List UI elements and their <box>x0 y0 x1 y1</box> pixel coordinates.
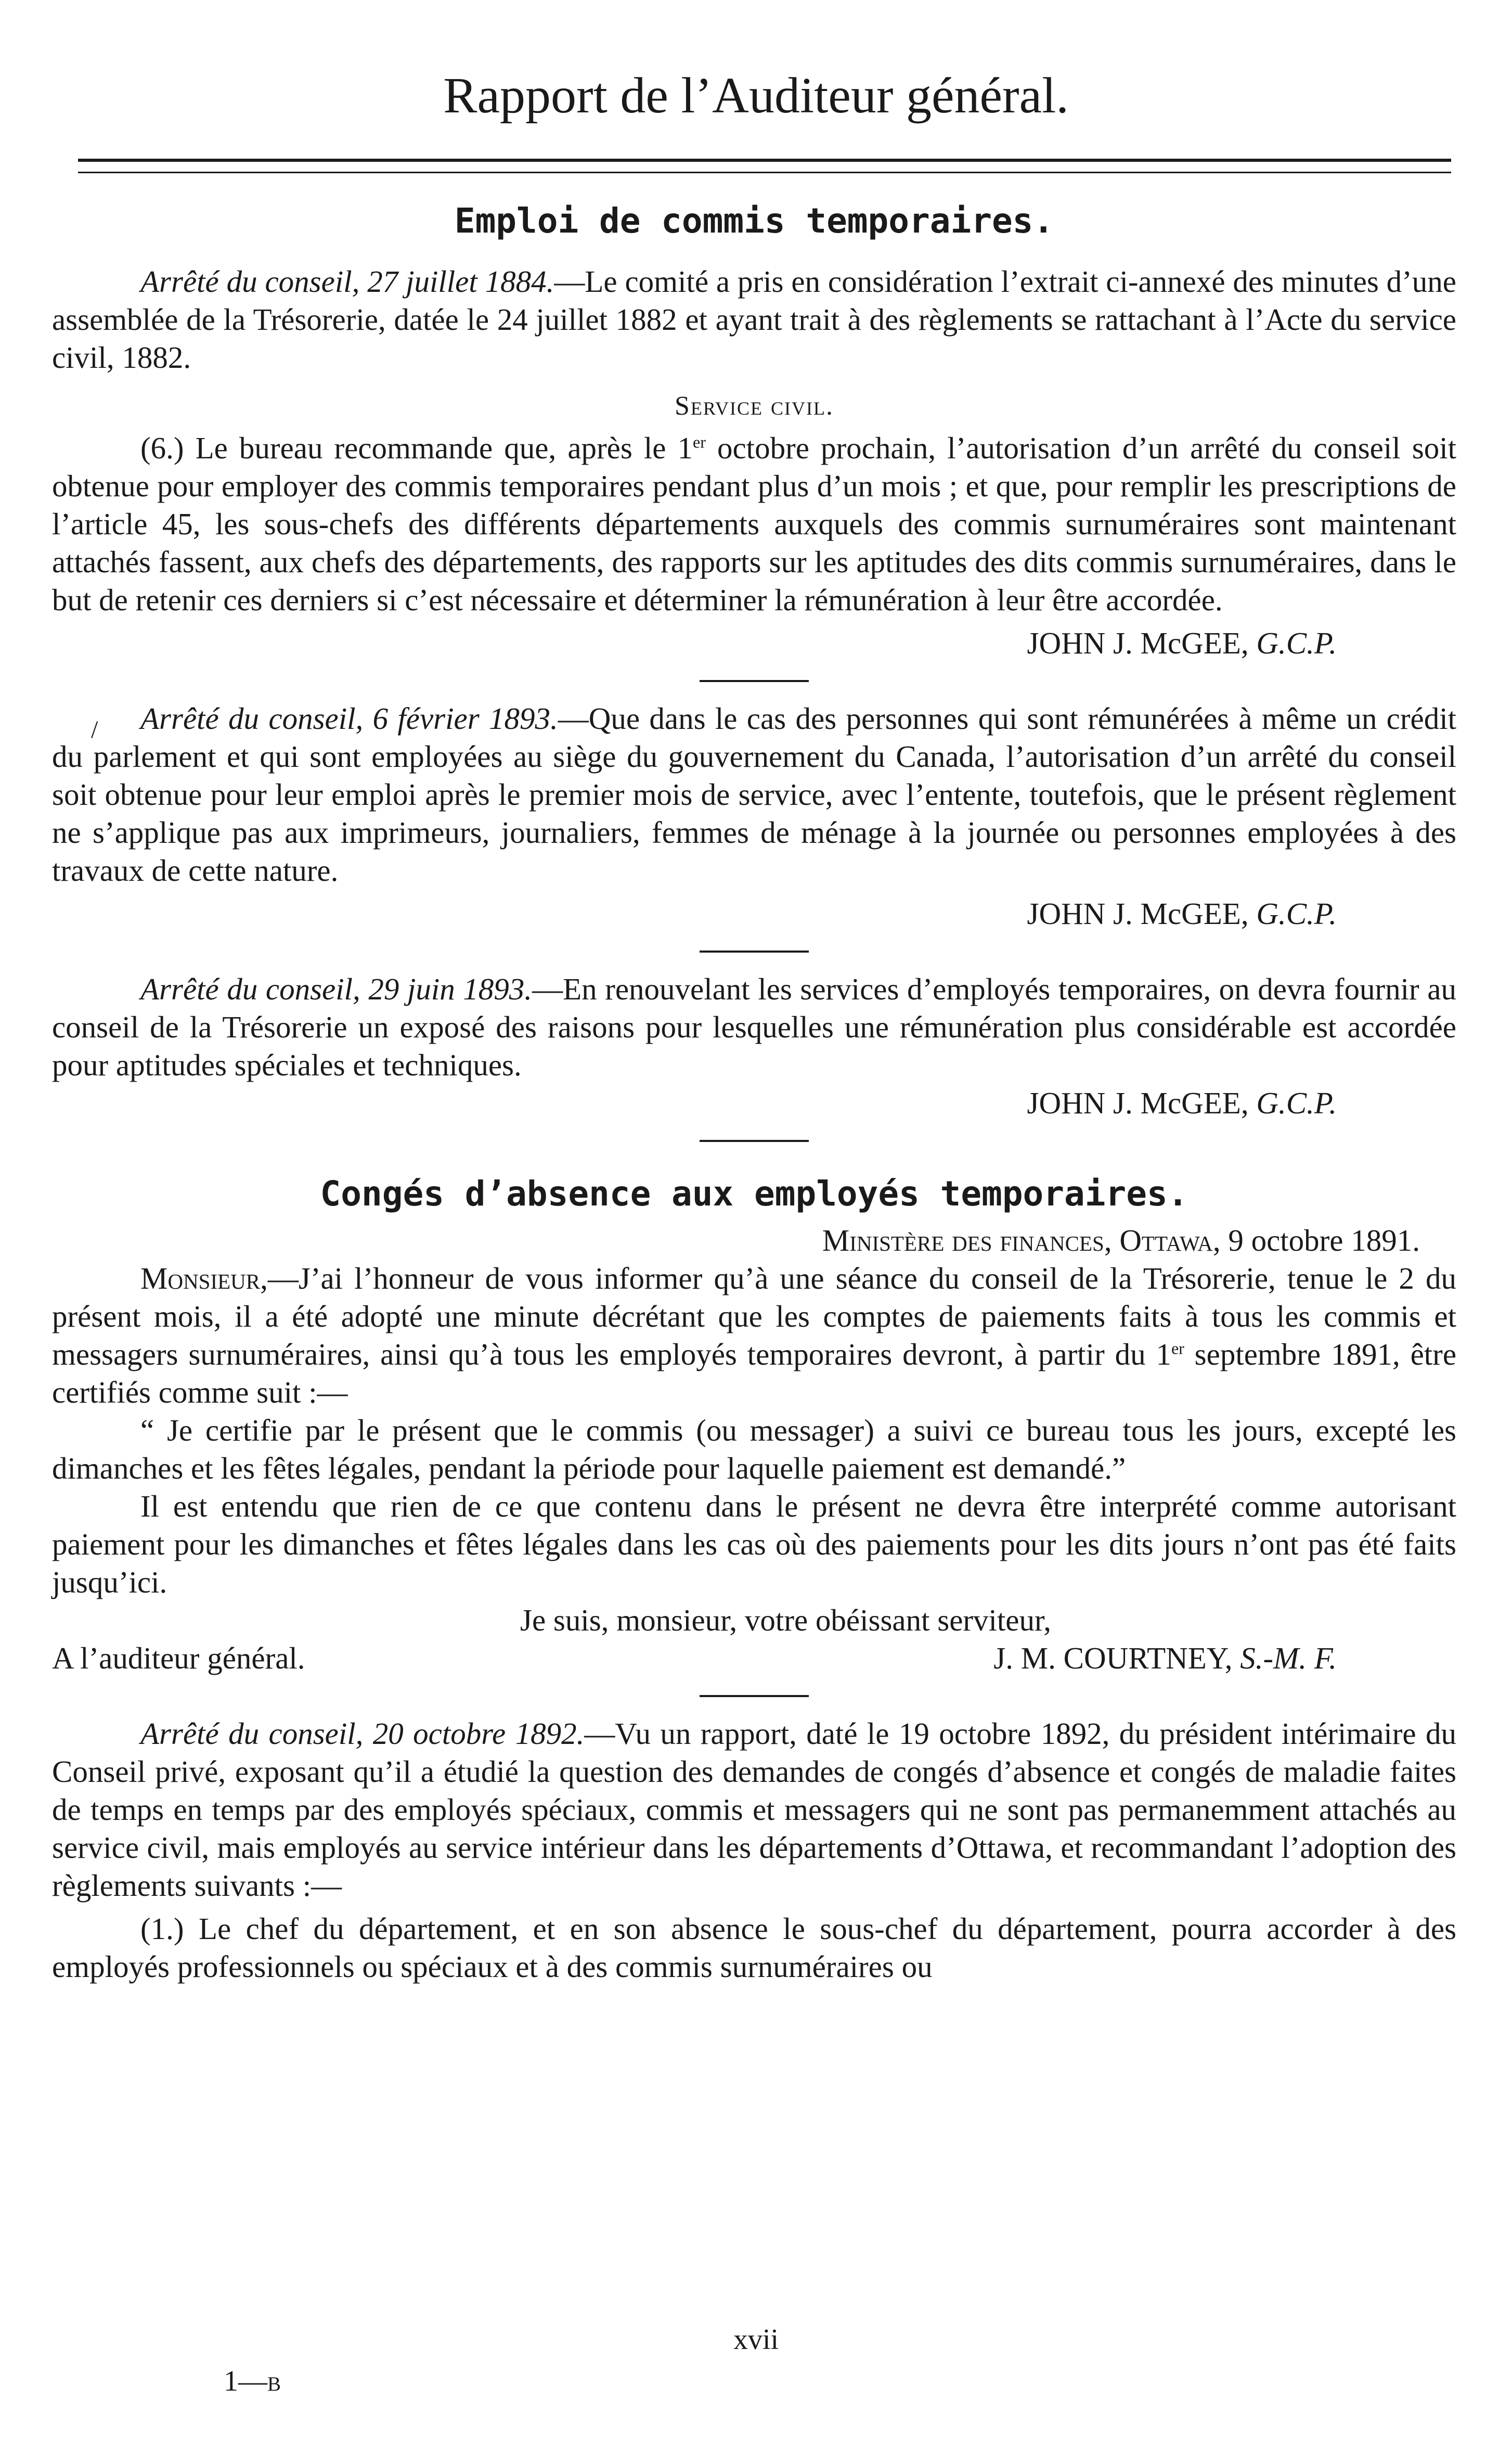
separator-rule <box>700 1140 809 1142</box>
header-rule-thin <box>78 172 1451 173</box>
header-rule-thick <box>78 159 1451 162</box>
section-heading-leave-of-absence: Congés d’absence aux employés temporaires. <box>320 1174 1188 1214</box>
order-1884-paragraph <box>52 263 1456 377</box>
letter-salutation: Monsieur, <box>140 1261 268 1295</box>
signature-mcgee-3 <box>52 1084 1456 1122</box>
letter-addressee: A l’auditeur général. <box>52 1641 305 1675</box>
letter-dateline <box>52 1222 1456 1260</box>
order-1893-jun-paragraph <box>52 970 1456 1084</box>
signature-name: JOHN J. McGEE, <box>1027 626 1257 660</box>
order-1892-citation: Arrêté du conseil, 20 octobre 1892. <box>140 1716 585 1751</box>
letter-body-1-a: —J’ai l’honneur de vous informer qu’à une séance du conseil de la Trésorerie, tenue le 2 du présent mois, il a été adopté une minute décrétant que les comptes de paiements faits à tous les commis et messagers surnuméraires, ainsi qu’à tous les employés temporaires devront, à partir du 1 <box>52 1261 1456 1371</box>
signature-name: JOHN J. McGEE, <box>1027 1086 1257 1120</box>
letter-closing: Je suis, monsieur, votre obéissant serviteur, <box>520 1603 1052 1637</box>
signature-mcgee-2 <box>52 895 1456 933</box>
dateline-place: Ministère des finances, Ottawa, <box>822 1223 1221 1257</box>
printer-signature-mark: 1—b <box>224 2365 281 2397</box>
running-title: Rapport de l’Auditeur général. <box>443 68 1069 124</box>
letter-body-1 <box>52 1260 1456 1411</box>
order-1892-text: —Vu un rapport, daté le 19 octobre 1892, du président intérimaire du Conseil privé, exposant qu’il a étudié la question des demandes de congés d’absence et congés de maladie faites de temps en temps par des employés spéciaux, commis et messagers qui ne sont pas permanemment attachés au service civil, mais employés au service intérieur dans les départements d’Ottawa, et recommandant l’adoption des règlements suivants :— <box>52 1716 1457 1903</box>
order-1884-citation: Arrêté du conseil, 27 juillet 1884. <box>140 264 554 299</box>
dateline-date: 9 octobre 1891. <box>1220 1223 1420 1257</box>
signature-courtney <box>993 1639 1337 1677</box>
signature-title: G.C.P. <box>1256 626 1337 660</box>
signature-title: G.C.P. <box>1256 1086 1337 1120</box>
clause-6-superscript: er <box>693 432 706 452</box>
separator-rule <box>700 1695 809 1697</box>
signature-name: JOHN J. McGEE, <box>1027 896 1257 931</box>
order-1893-jun-citation: Arrêté du conseil, 29 juin 1893. <box>140 972 533 1006</box>
text-column <box>52 198 1456 1986</box>
order-1893-feb-paragraph <box>52 700 1456 890</box>
letter-superscript: er <box>1171 1339 1184 1358</box>
letter-quote: “ Je certifie par le présent que le commis (ou messager) a suivi ce bureau tous les jours, excepté les dimanches et les fêtes légales, pendant la période pour laquelle paiement est demandé.” <box>52 1413 1456 1485</box>
letter-body-1-b: septembre 1891, être certifiés comme suit :— <box>52 1337 1457 1409</box>
letter-body-2: Il est entendu que rien de ce que contenu dans le présent ne devra être interprété comme autorisant paiement pour les dimanches et fêtes légales dans les cas où des paiements pour les dits jours n’ont pas été faits jusqu’ici. <box>52 1489 1456 1599</box>
signature-name: J. M. COURTNEY, <box>993 1641 1240 1675</box>
letter-address-row <box>52 1639 1456 1677</box>
clause-6-text-a: (6.) Le bureau recommande que, après le 1 <box>140 431 693 465</box>
service-civil-subtitle: Service civil. <box>674 391 834 421</box>
clause-6-text-b: octobre prochain, l’autorisation d’un arrêté du conseil soit obtenue pour employer des commis temporaires pendant plus d’un mois ; et que, pour remplir les prescriptions de l’article 45, les sous-chefs des différents départements auxquels des commis surnuméraires sont maintenant attachés fassent, aux chefs des départements, des rapports sur les aptitudes des dits commis surnuméraires, dans le but de retenir ces derniers si c’est nécessaire et déterminer la rémunération à leur être accordée. <box>52 431 1456 617</box>
page-folio: xvii <box>733 2324 779 2356</box>
order-1884-intro: —Le comité a pris en considération l’extrait ci-annexé des minutes d’une assemblée de la Trésorerie, datée le 24 juillet 1882 et ayant trait à des règlements se rattachant à l’Acte du service civil, 1882. <box>52 264 1456 375</box>
clause-1-paragraph: (1.) Le chef du département, et en son absence le sous-chef du département, pourra accorder à des employés professionnels ou spéciaux et à des commis surnuméraires ou <box>52 1911 1456 1984</box>
signature-title: G.C.P. <box>1256 896 1337 931</box>
section-heading-temporary-clerks: Emploi de commis temporaires. <box>454 201 1054 241</box>
clause-6-paragraph <box>52 429 1456 619</box>
order-1893-feb-text: —Que dans le cas des personnes qui sont rémunérées à même un crédit du parlement et qui sont employées au siège du gouvernement du Canada, l’autorisation d’un arrêté du conseil soit obtenue pour leur emploi après le premier mois de service, avec l’entente, toutefois, que le présent règlement ne s’applique pas aux imprimeurs, journaliers, femmes de ménage à la journée ou personnes employées à des travaux de cette nature. <box>52 701 1456 888</box>
order-1892-paragraph <box>52 1715 1456 1905</box>
margin-mark: / <box>91 716 98 743</box>
signature-mcgee-1 <box>52 624 1456 662</box>
signature-title: S.-M. F. <box>1240 1641 1337 1675</box>
separator-rule <box>700 680 809 682</box>
order-1893-feb-citation: Arrêté du conseil, 6 février 1893. <box>140 701 558 736</box>
order-1893-jun-text: —En renouvelant les services d’employés temporaires, on devra fournir au conseil de la Trésorerie un exposé des raisons pour lesquelles une rémunération plus considérable est accordée pour aptitudes spéciales et techniques. <box>52 972 1456 1082</box>
separator-rule <box>700 951 809 953</box>
